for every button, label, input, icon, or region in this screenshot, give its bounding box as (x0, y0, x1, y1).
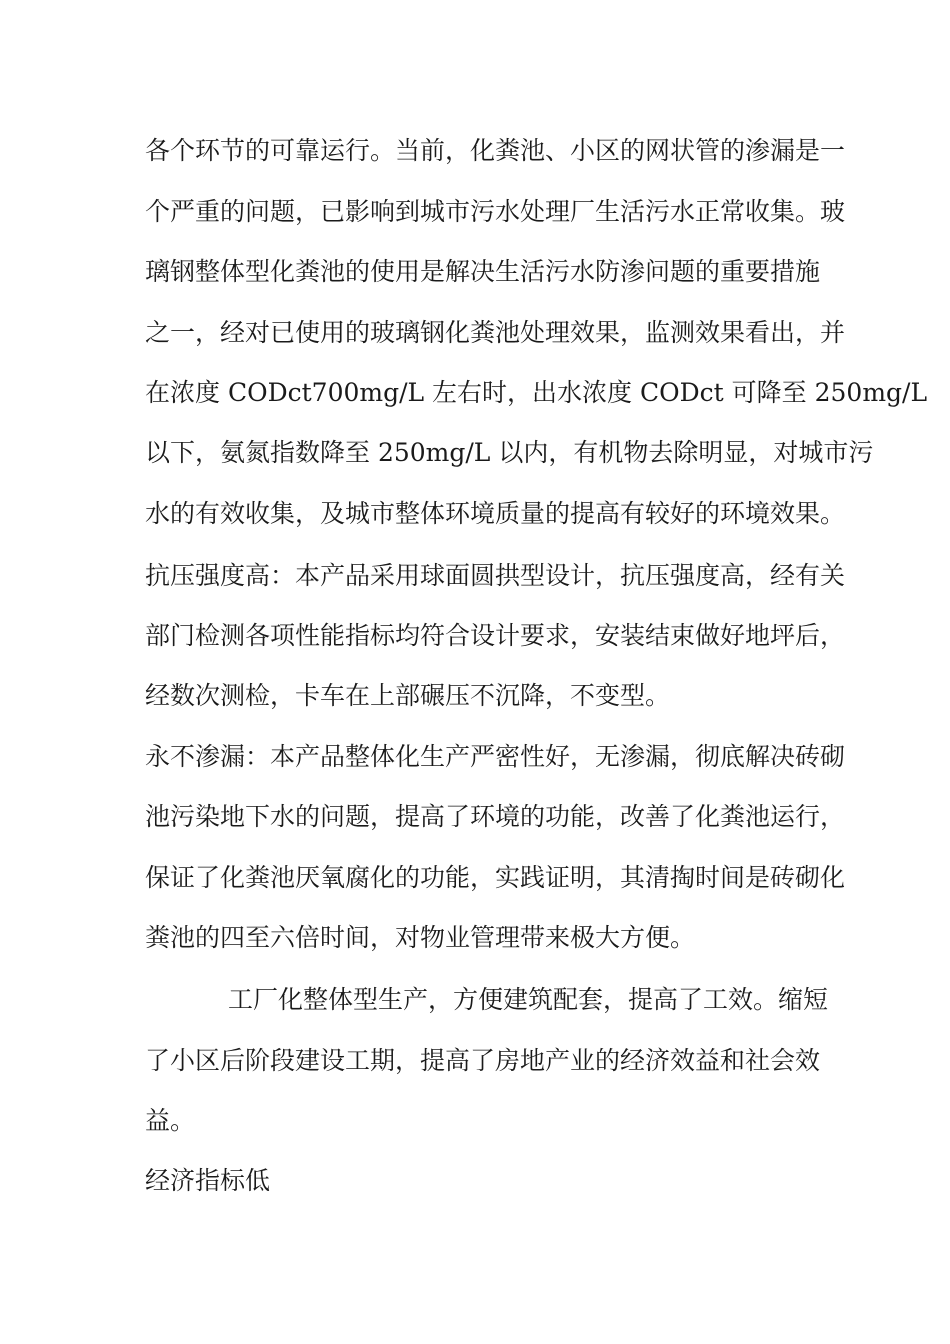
text-line: 璃钢整体型化粪池的使用是解决生活污水防渗问题的重要措施 (145, 257, 821, 286)
text-line: 水的有效收集，及城市整体环境质量的提高有较好的环境效果。 (145, 499, 846, 528)
text-line: 以下，氨氮指数降至 250mg/L 以内，有机物去除明显，对城市污 (145, 438, 874, 467)
text-line: 在浓度 CODct700mg/L 左右时，出水浓度 CODct 可降至 250mg/L (145, 378, 928, 407)
text-line: 各个环节的可靠运行。当前，化粪池、小区的网状管的渗漏是一 (145, 136, 846, 165)
text-line: 益。 (145, 1106, 196, 1135)
text-line: 部门检测各项性能指标均符合设计要求，安装结束做好地坪后， (145, 621, 846, 650)
text-line: 抗压强度高：本产品采用球面圆拱型设计，抗压强度高，经有关 (145, 561, 846, 590)
text-line: 经济指标低 (145, 1166, 271, 1195)
text-line: 个严重的问题，已影响到城市污水处理厂生活污水正常收集。玻 (145, 197, 846, 226)
text-line: 经数次测检，卡车在上部碾压不沉降，不变型。 (145, 681, 671, 710)
text-line: 工厂化整体型生产，方便建筑配套，提高了工效。缩短 (228, 985, 829, 1014)
text-line: 永不渗漏：本产品整体化生产严密性好，无渗漏，彻底解决砖砌 (145, 742, 846, 771)
text-line: 了小区后阶段建设工期，提高了房地产业的经济效益和社会效 (145, 1046, 821, 1075)
text-line: 保证了化粪池厌氧腐化的功能，实践证明，其清掏时间是砖砌化 (145, 863, 846, 892)
text-line: 之一，经对已使用的玻璃钢化粪池处理效果，监测效果看出，并 (145, 318, 846, 347)
text-line: 粪池的四至六倍时间，对物业管理带来极大方便。 (145, 923, 696, 952)
text-line: 池污染地下水的问题，提高了环境的功能，改善了化粪池运行， (145, 802, 846, 831)
